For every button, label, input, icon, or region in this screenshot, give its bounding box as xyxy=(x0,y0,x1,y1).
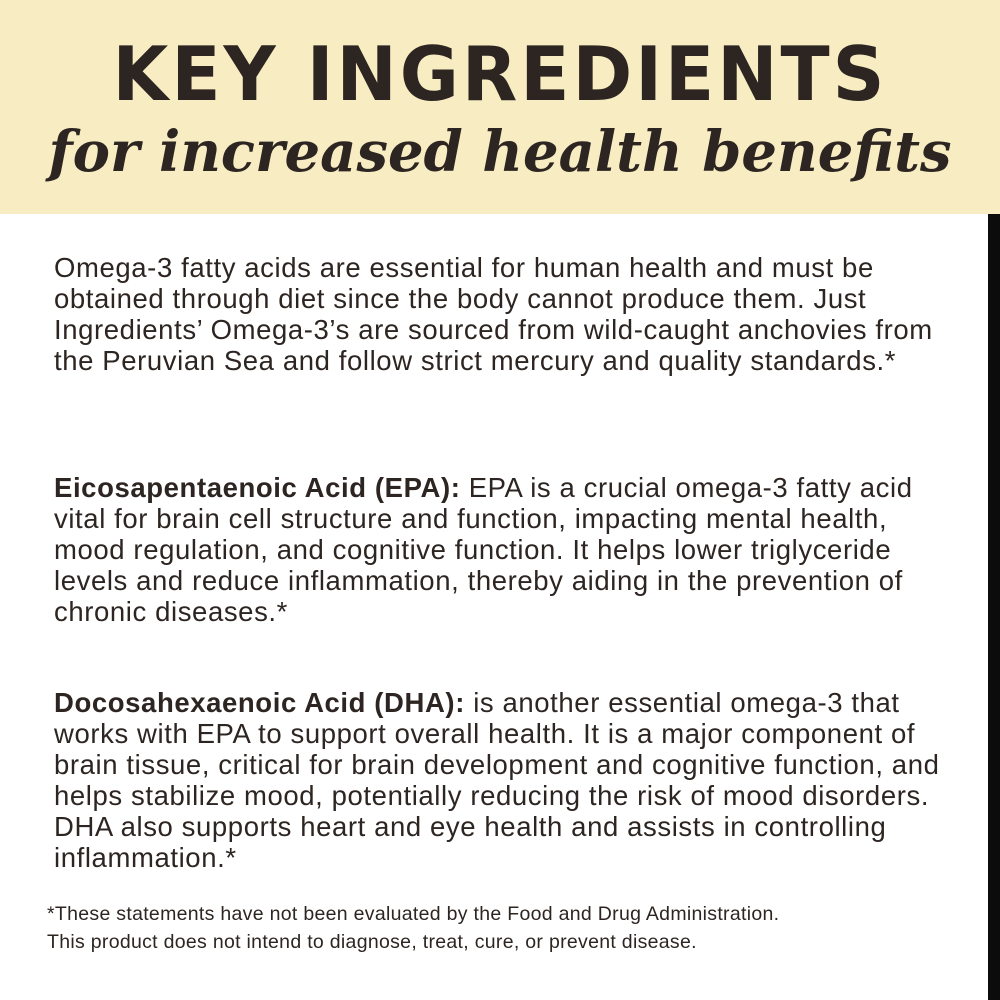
right-edge-bar xyxy=(988,214,1000,1000)
fda-disclaimer xyxy=(47,900,947,956)
dha-paragraph xyxy=(54,687,959,873)
disclaimer-line-1: *These statements have not been evaluated by the Food and Drug Administration. xyxy=(47,903,780,925)
epa-description: EPA is a crucial omega-3 fatty acid vital for brain cell structure and function, impacting mental health, mood regulation, and cognitive function. It helps lower triglyceride levels and reduce inflammation, thereby aiding in the prevention of chronic diseases.* xyxy=(54,472,913,627)
epa-name: Eicosapentaenoic Acid (EPA): xyxy=(54,472,461,503)
disclaimer-line-2: This product does not intend to diagnose, treat, cure, or prevent disease. xyxy=(47,931,697,953)
header-banner xyxy=(0,0,1000,214)
page-subtitle: for increased health benefits xyxy=(48,119,952,185)
dha-name: Docosahexaenoic Acid (DHA): xyxy=(54,687,465,718)
page-title: KEY INGREDIENTS xyxy=(112,30,888,118)
intro-paragraph: Omega-3 fatty acids are essential for human health and must be obtained through diet since the body cannot produce them. Just Ingredients’ Omega-3’s are sourced from wild-caught anchovies from the Peruvian Sea and follow strict mercury and quality standards.* xyxy=(54,252,933,376)
epa-paragraph xyxy=(54,472,959,627)
dha-description: is another essential omega-3 that works with EPA to support overall health. It is a major component of brain tissue, critical for brain development and cognitive function, and helps stabilize mood, potentially reducing the risk of mood disorders. DHA also supports heart and eye health and assists in controlling inflammation.* xyxy=(54,687,940,873)
